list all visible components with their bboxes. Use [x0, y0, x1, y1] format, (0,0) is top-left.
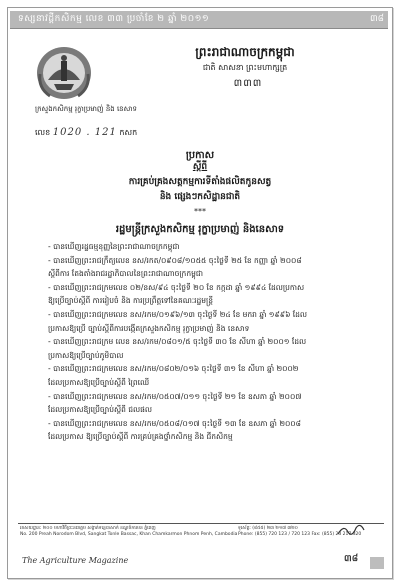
clause-line-2: ដែលប្រកាស ឱ្យប្រើច្បាប់ស្តីពី ការគ្រប់គ្រងថ្នាំកសិកម្ម និង ជីកសិកម្ម [48, 432, 233, 442]
clause-item [38, 281, 368, 308]
emblem-caption: ក្រសួងកសិកម្ម រុក្ខាប្រមាញ់ និង នេសាទ [35, 105, 137, 113]
footer-divider [18, 523, 384, 524]
footer-address-kh: អាសយដ្ឋានៈ ២០០ មហាវិថីព្រះនរោត្តម សង្កាត់ទន្លេបាសាក់ ខណ្ឌចំការមន ភ្នំពេញ [20, 526, 156, 531]
clause-item [38, 390, 368, 417]
minister-heading: រដ្ឋមន្ត្រីក្រសួងកសិកម្ម រុក្ខាប្រមាញ់ និងនេសាទ [115, 224, 285, 235]
clause-line-2: ស្តីពីការ តែងតាំងរាជរដ្ឋាភិបាលនៃព្រះរាជាណាចក្រកម្ពុជា [48, 269, 203, 279]
footer-contact-en: Phone: (855) 720 123 / 720 123 Fax: (855) 23 217 320 [238, 532, 362, 537]
document-label: ស្តីពី [192, 162, 208, 172]
reference-suffix: កសក [119, 128, 138, 137]
reference-prefix: លេខ [35, 128, 51, 137]
clause-line-1: - បានឃើញព្រះរាជក្រមលេខ នស/រកម/០៥០៧/០១១ ចុះថ្ងៃទី ២១ ខែ ឧសភា ឆ្នាំ ២០០៧ [48, 391, 302, 401]
clause-line-1: - បានឃើញរដ្ឋធម្មនុញ្ញនៃព្រះរាជាណាចក្រកម្ពុជា [48, 242, 180, 251]
kingdom-title: ព្រះរាជាណាចក្រកម្ពុជា [195, 45, 295, 59]
clause-line-1: - បានឃើញព្រះរាជក្រមលេខ នស/រកម/០៥០៨/០១៧ ចុះថ្ងៃទី ១៣ ខែ ឧសភា ឆ្នាំ ២០០៨ [48, 418, 301, 428]
clause-line-1: - បានឃើញព្រះរាជក្រមលេខ នស/រកម/០៨០២/០១៦ ចុះថ្ងៃទី ៣១ ខែ សីហា ឆ្នាំ ២០០២ [48, 364, 299, 374]
page-number: ៣៨ [344, 554, 359, 564]
clause-line-1: - បានឃើញព្រះរាជក្រមលេខ ០២/នស/៩៤ ចុះថ្ងៃទី ២០ ខែ កក្កដា ឆ្នាំ ១៩៩៤ ដែលប្រកាស [48, 282, 305, 292]
clause-line-1: - បានឃើញព្រះរាជក្រមលេខ នស/រកម/០១៩៦/១៣ ចុះថ្ងៃទី ២៤ ខែ មករា ឆ្នាំ ១៩៩៦ ដែល [48, 309, 308, 319]
footer-address-en: No. 200 Preah Norodom Blvd, Sangkat Tonle Bassac, Khan Chamkarmon Phnom Penh, Cambodia [20, 532, 238, 537]
clause-item [38, 254, 368, 281]
clause-item [38, 335, 368, 362]
ornament-divider: ៣៣៣ [233, 78, 263, 89]
footer-contact-kh: ទូរស័ព្ទៈ (៨៥៥) ២៣ ២១៧ ៣២០ [238, 526, 298, 531]
clause-line-1: - បានឃើញព្រះរាជក្រម លេខ នស/រកម/០៨០១/៥ ចុះថ្ងៃទី ៣០ ខែ សីហា ឆ្នាំ ២០០១ ដែល [48, 337, 307, 347]
header-page-number: ៣៨ [369, 14, 384, 24]
magazine-header-text: ទស្សនាវដ្តីកសិកម្ម លេខ ៣៣ ប្រចាំខែ ២ ឆ្នាំ ២០១១ [18, 14, 210, 24]
signature-mark-icon [336, 522, 366, 538]
reference-handwritten: 1020 . 121 [52, 127, 117, 138]
clause-list [38, 240, 368, 444]
clause-line-1: - បានឃើញព្រះរាជក្រឹត្យលេខ នស/រកត/០៩០៨/១០៥៥ ចុះថ្ងៃទី ២៥ ខែ កញ្ញា ឆ្នាំ ២០០៨ [48, 255, 302, 265]
clause-item [38, 240, 368, 254]
clause-line-2: ប្រកាសឱ្យប្រើច្បាប់ភូមិបាល [48, 350, 124, 360]
clause-line-2: ឱ្យប្រើច្បាប់ស្តីពី ការរៀបចំ និង ការប្រព្រឹត្តទៅនៃគណៈរដ្ឋមន្ត្រី [48, 296, 214, 306]
clause-item [38, 362, 368, 389]
document-type: ប្រកាស [185, 150, 215, 161]
page-corner-tab [370, 557, 384, 569]
clause-item [38, 308, 368, 335]
kingdom-motto: ជាតិ សាសនា ព្រះមហាក្សត្រ [202, 63, 288, 72]
reference-number [35, 127, 137, 139]
subject-line-1: ការគ្រប់គ្រងសត្តកម្មការទីតាំងផលិតកូនសត្វ [128, 177, 272, 187]
clause-item [38, 417, 368, 444]
clause-line-2: ប្រកាសឱ្យប្រើ ច្បាប់ស្តីពីការបង្កើតក្រសួងកសិកម្ម រុក្ខាប្រមាញ់ និង នេសាទ [48, 323, 250, 333]
footer-address [20, 526, 238, 538]
subject-line-2: និង ផ្សេងៗកសិដ្ឋានជាតិ [159, 192, 241, 202]
clause-line-2: ដែលប្រកាសឱ្យប្រើច្បាប់ស្តីពី ជលផល [48, 405, 153, 415]
section-divider: *** [194, 207, 206, 216]
ministry-emblem-icon [34, 44, 94, 102]
clause-line-2: ដែលប្រកាសឱ្យប្រើច្បាប់ស្តីពី ព្រៃឈើ [48, 377, 150, 387]
magazine-name: The Agriculture Magazine [22, 556, 129, 565]
